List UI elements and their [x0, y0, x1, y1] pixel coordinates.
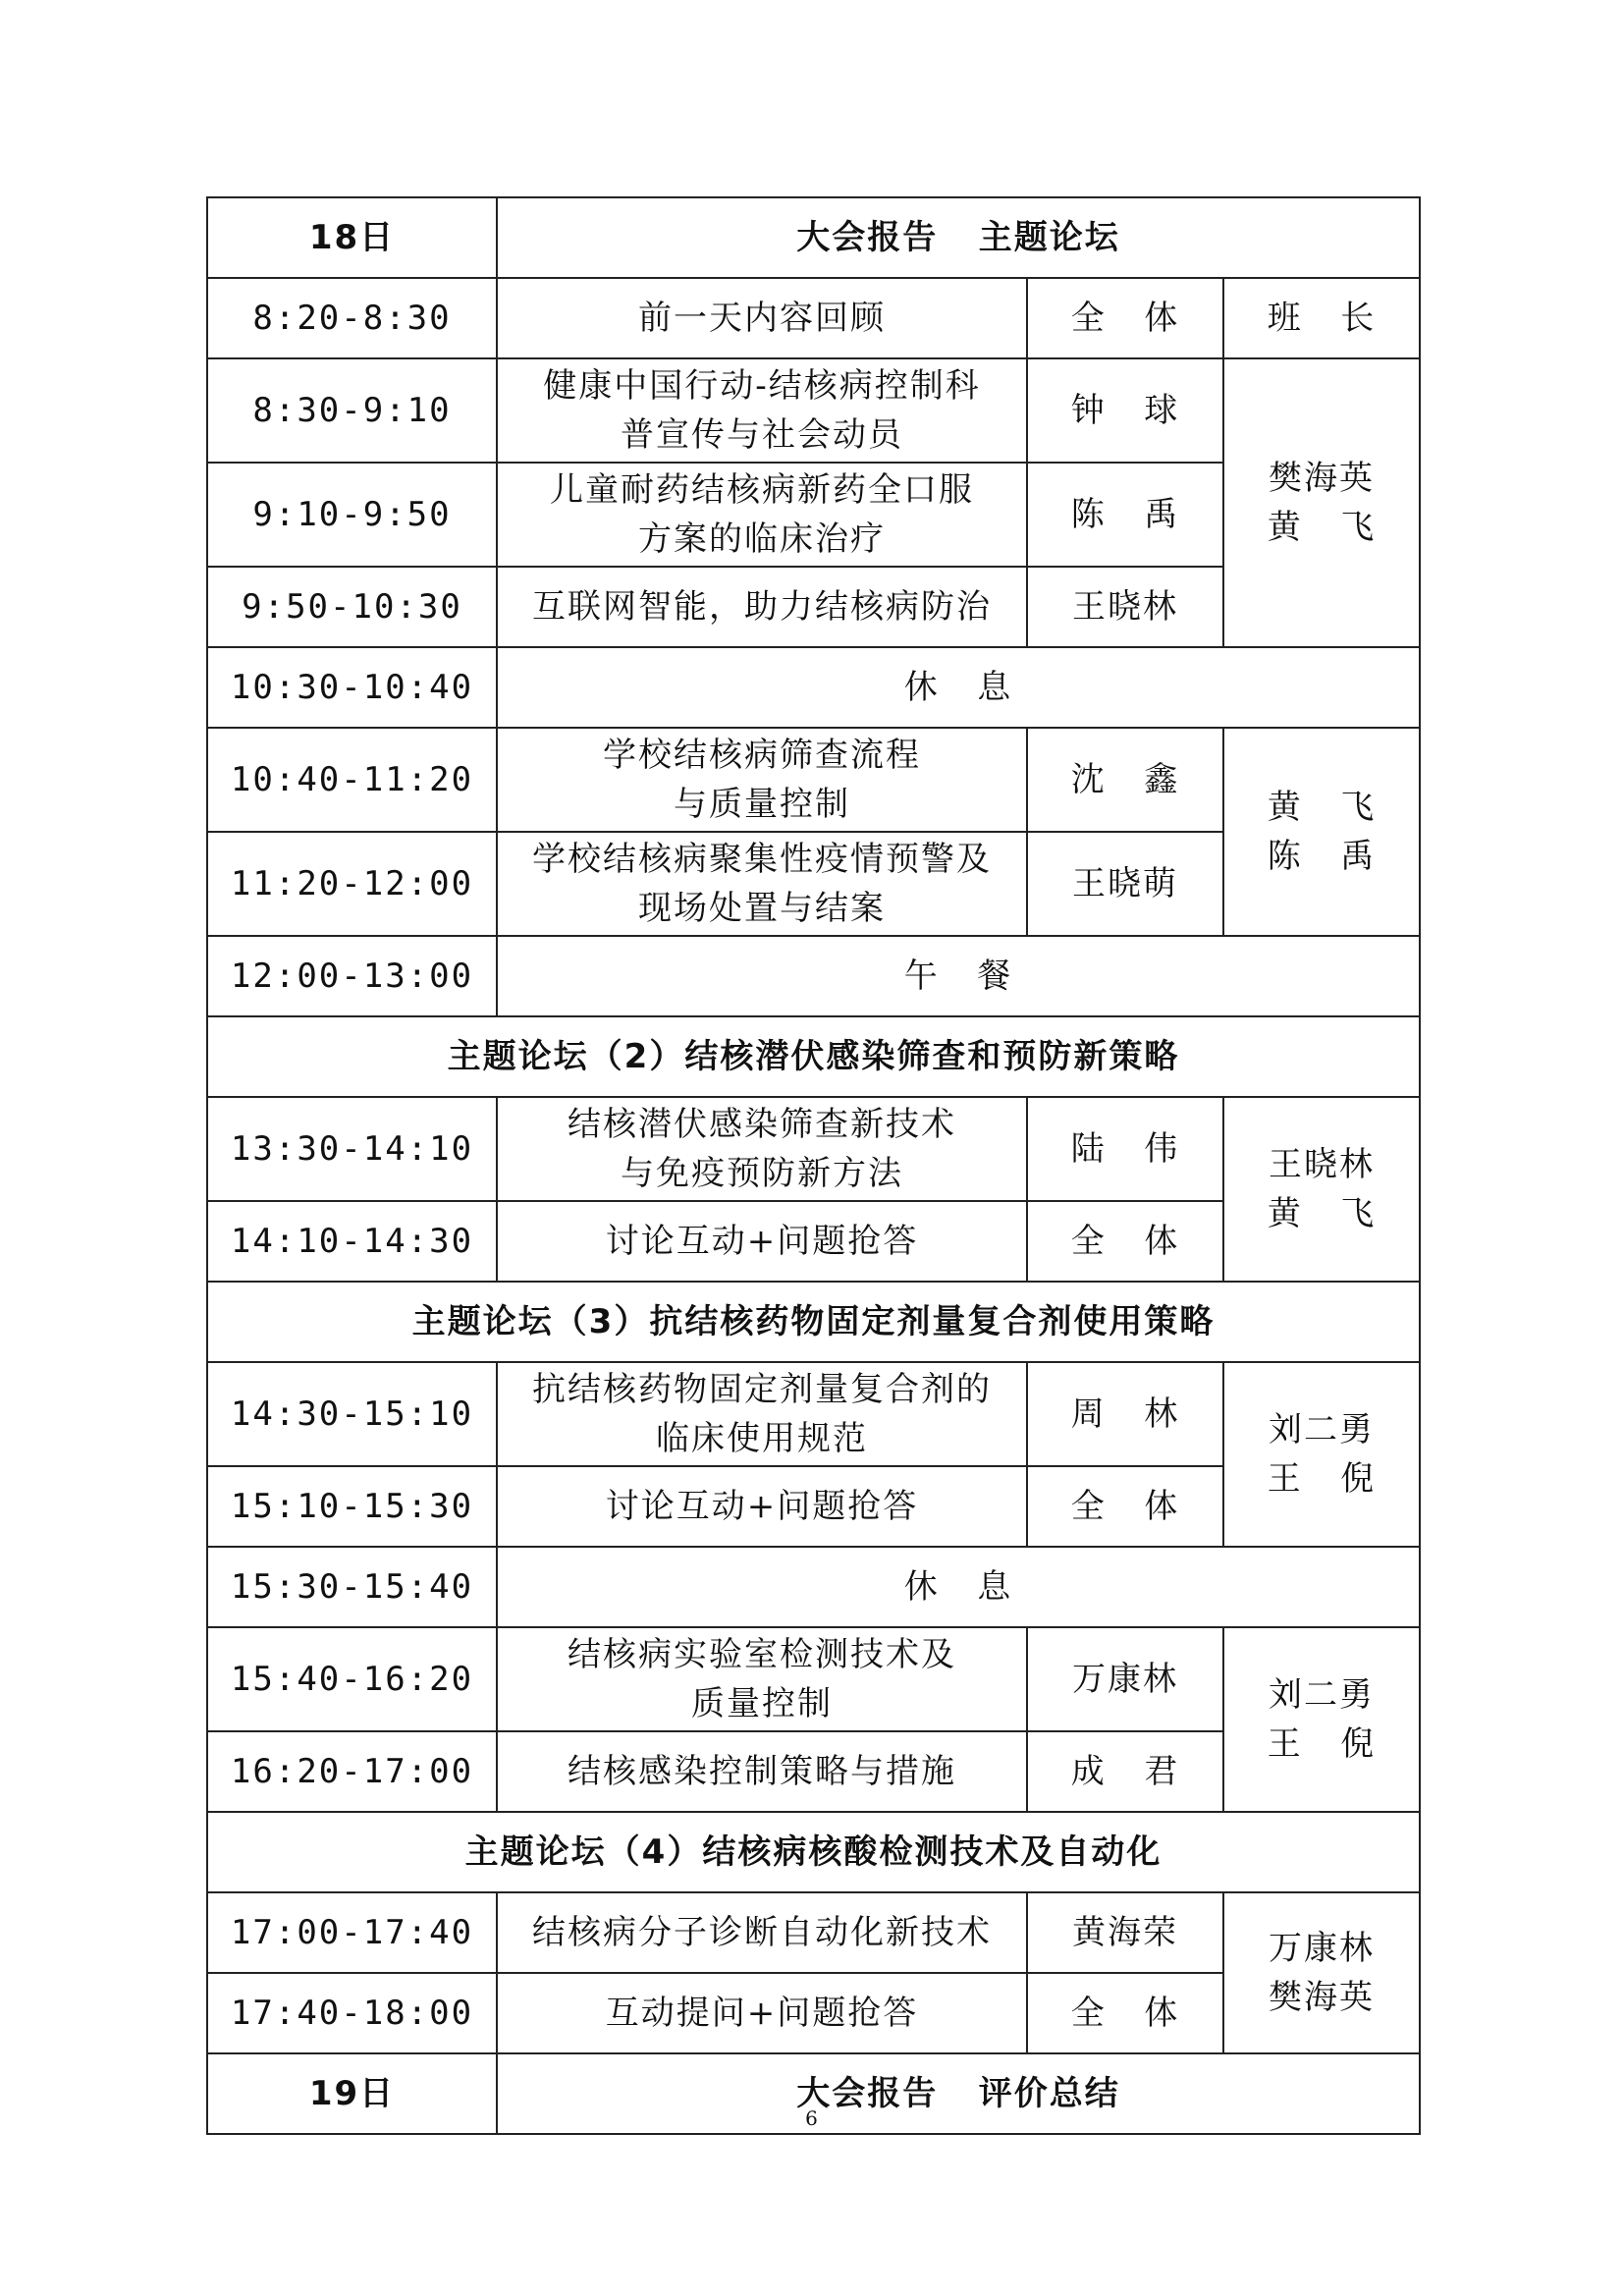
table-row [207, 358, 1420, 463]
time-cell: 8:20-8:30 [207, 278, 497, 358]
speaker-cell: 全 体 [1027, 1201, 1223, 1282]
table-row [207, 728, 1420, 832]
speaker-cell: 钟 球 [1027, 358, 1223, 463]
break-label: 休 息 [497, 1547, 1420, 1627]
topic-cell: 前一天内容回顾 [497, 278, 1027, 358]
topic-cell: 互联网智能，助力结核病防治 [497, 567, 1027, 647]
speaker-cell: 王晓萌 [1027, 832, 1223, 936]
time-cell: 14:30-15:10 [207, 1362, 497, 1466]
table-row [207, 1892, 1420, 1973]
lunch-row [207, 936, 1420, 1016]
topic-cell: 结核病分子诊断自动化新技术 [497, 1892, 1027, 1973]
table-row [207, 1362, 1420, 1466]
time-cell: 13:30-14:10 [207, 1097, 497, 1201]
host-cell: 刘二勇 王 倪 [1223, 1627, 1420, 1812]
speaker-cell: 全 体 [1027, 278, 1223, 358]
host-cell: 班 长 [1223, 278, 1420, 358]
break-row [207, 1547, 1420, 1627]
day-header-row [207, 197, 1420, 278]
time-cell: 12:00-13:00 [207, 936, 497, 1016]
speaker-cell: 万康林 [1027, 1627, 1223, 1731]
time-cell: 17:00-17:40 [207, 1892, 497, 1973]
time-cell: 8:30-9:10 [207, 358, 497, 463]
topic-cell: 互动提问+问题抢答 [497, 1973, 1027, 2053]
host-cell: 樊海英 黄 飞 [1223, 358, 1420, 647]
break-row [207, 647, 1420, 728]
topic-cell: 结核病实验室检测技术及 质量控制 [497, 1627, 1027, 1731]
topic-cell: 结核感染控制策略与措施 [497, 1731, 1027, 1812]
topic-cell: 抗结核药物固定剂量复合剂的 临床使用规范 [497, 1362, 1027, 1466]
speaker-cell: 黄海荣 [1027, 1892, 1223, 1973]
topic-cell: 讨论互动+问题抢答 [497, 1201, 1027, 1282]
topic-cell: 学校结核病聚集性疫情预警及 现场处置与结案 [497, 832, 1027, 936]
forum-header-row [207, 1812, 1420, 1892]
time-cell: 16:20-17:00 [207, 1731, 497, 1812]
speaker-cell: 王晓林 [1027, 567, 1223, 647]
break-label: 休 息 [497, 647, 1420, 728]
time-cell: 9:50-10:30 [207, 567, 497, 647]
host-cell: 万康林 樊海英 [1223, 1892, 1420, 2053]
table-row [207, 1097, 1420, 1201]
forum-header-row [207, 1016, 1420, 1097]
host-cell: 刘二勇 王 倪 [1223, 1362, 1420, 1547]
time-cell: 15:30-15:40 [207, 1547, 497, 1627]
time-cell: 15:10-15:30 [207, 1466, 497, 1547]
topic-cell: 讨论互动+问题抢答 [497, 1466, 1027, 1547]
page-number: 6 [805, 2106, 818, 2130]
table-row [207, 278, 1420, 358]
time-cell: 9:10-9:50 [207, 463, 497, 567]
lunch-label: 午 餐 [497, 936, 1420, 1016]
forum-title: 主题论坛（2）结核潜伏感染筛查和预防新策略 [207, 1016, 1420, 1097]
speaker-cell: 全 体 [1027, 1973, 1223, 2053]
time-cell: 11:20-12:00 [207, 832, 497, 936]
day-title: 大会报告 评价总结 [497, 2053, 1420, 2134]
speaker-cell: 沈 鑫 [1027, 728, 1223, 832]
time-cell: 10:30-10:40 [207, 647, 497, 728]
schedule-table [206, 196, 1421, 2135]
time-cell: 15:40-16:20 [207, 1627, 497, 1731]
speaker-cell: 周 林 [1027, 1362, 1223, 1466]
time-cell: 14:10-14:30 [207, 1201, 497, 1282]
time-cell: 10:40-11:20 [207, 728, 497, 832]
topic-cell: 学校结核病筛查流程 与质量控制 [497, 728, 1027, 832]
speaker-cell: 全 体 [1027, 1466, 1223, 1547]
forum-header-row [207, 1282, 1420, 1362]
topic-cell: 儿童耐药结核病新药全口服 方案的临床治疗 [497, 463, 1027, 567]
speaker-cell: 陈 禹 [1027, 463, 1223, 567]
host-cell: 黄 飞 陈 禹 [1223, 728, 1420, 936]
time-cell: 17:40-18:00 [207, 1973, 497, 2053]
day-date: 19日 [207, 2053, 497, 2134]
table-row [207, 1627, 1420, 1731]
host-cell: 王晓林 黄 飞 [1223, 1097, 1420, 1282]
forum-title: 主题论坛（3）抗结核药物固定剂量复合剂使用策略 [207, 1282, 1420, 1362]
day-date: 18日 [207, 197, 497, 278]
topic-cell: 结核潜伏感染筛查新技术 与免疫预防新方法 [497, 1097, 1027, 1201]
speaker-cell: 陆 伟 [1027, 1097, 1223, 1201]
speaker-cell: 成 君 [1027, 1731, 1223, 1812]
topic-cell: 健康中国行动-结核病控制科 普宣传与社会动员 [497, 358, 1027, 463]
forum-title: 主题论坛（4）结核病核酸检测技术及自动化 [207, 1812, 1420, 1892]
day-title: 大会报告 主题论坛 [497, 197, 1420, 278]
